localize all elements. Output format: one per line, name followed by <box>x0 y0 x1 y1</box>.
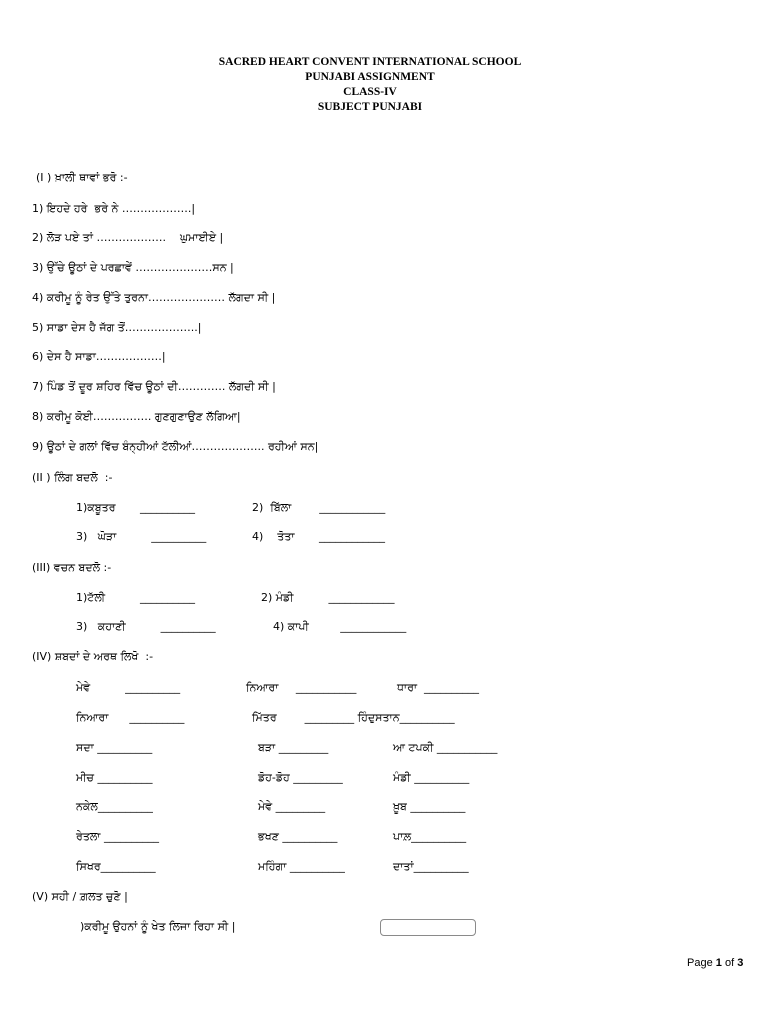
meaning-item: ਮੇਵੇ _________ <box>258 800 326 813</box>
section-4-title: (IV) ਸ਼ਬਦਾਂ ਦੇ ਅਰਥ ਲਿਖੋ :- <box>32 650 154 663</box>
subject-label: SUBJECT PUNJABI <box>317 101 423 113</box>
fill-blank-1: 1) ਇਹਦੇ ਹਰੇ ਭਰੇ ਨੇ ……………….| <box>32 202 196 215</box>
section-3-title: (III) ਵਚਨ ਬਦਲੋ :- <box>32 561 112 574</box>
meaning-item: ਰੇਤਲਾ __________ <box>76 830 159 843</box>
number-item-4: 4) ਕਾਪੀ ____________ <box>273 620 407 633</box>
document-header <box>0 55 740 115</box>
meaning-item: ਨਕੇਲ__________ <box>76 800 153 813</box>
meaning-item: ਸਦਾ __________ <box>76 741 153 754</box>
gender-item-1: 1)ਕਬੂਤਰ __________ <box>76 501 195 514</box>
meaning-item: ਨਿਆਰਾ ___________ <box>246 681 357 694</box>
meaning-item: ਦਾਤਾਂ__________ <box>393 860 469 873</box>
number-item-1: 1)ਟੱਲੀ __________ <box>76 591 196 604</box>
meaning-item: ਧਾਰਾ __________ <box>397 681 480 694</box>
of-word: of <box>724 957 735 969</box>
fill-blank-9: 9) ਊਠਾਂ ਦੇ ਗਲਾਂ ਵਿੱਚ ਬੰਨ੍ਹੀਆਂ ਟੱਲੀਆਂ……………….. ਰਹੀਆਂ ਸਨ| <box>32 440 319 453</box>
meaning-item: ਭਖਣ __________ <box>258 830 338 843</box>
meaning-item: ਮੀਚ __________ <box>76 771 153 784</box>
meaning-item: ਮੇਵੇ __________ <box>76 681 181 694</box>
gender-item-4: 4) ਤੋਤਾ ____________ <box>252 530 385 543</box>
answer-box[interactable] <box>380 919 476 936</box>
total-pages: 3 <box>737 957 744 969</box>
fill-blank-7: 7) ਪਿੰਡ ਤੋਂ ਦੂਰ ਸ਼ਹਿਰ ਵਿੱਚ ਊਠਾਂ ਦੀ…………. ਲੱਗਦੀ ਸੀ | <box>32 380 276 393</box>
gender-item-2: 2) ਬਿੱਲਾ ____________ <box>252 501 386 514</box>
meaning-item: ਪਾਲ਼__________ <box>393 830 467 843</box>
meaning-item: ਨਿਆਰਾ __________ <box>76 711 185 724</box>
meaning-item: ਡੋਹ-ਡੋਹ _________ <box>258 771 343 784</box>
section-5-title: (V) ਸਹੀ / ਗ਼ਲਤ ਚੁਣੋ | <box>32 890 128 903</box>
meaning-item: ਖ਼ੂਬ __________ <box>393 800 466 813</box>
fill-blank-8: 8) ਕਰੀਮੂ ਕੋਈ……………. ਗੁਣਗੁਣਾਉਣ ਲੱਗਿਆ| <box>32 410 241 423</box>
meaning-item: ਮਿੱਤਰ _________ ਹਿੰਦੁਸਤਾਨ__________ <box>252 711 455 724</box>
gender-item-3: 3) ਘੋੜਾ __________ <box>76 530 207 543</box>
current-page: 1 <box>715 957 722 969</box>
class-label: CLASS-IV <box>343 86 397 98</box>
fill-blank-4: 4) ਕਰੀਮੂ ਨੂੰ ਰੇਤ ਉੱਤੇ ਤੁਰਨਾ………………… ਲੱਗਦਾ ਸੀ | <box>32 291 276 304</box>
assignment-title: PUNJABI ASSIGNMENT <box>305 71 435 83</box>
meaning-item: ਮੰਡੀ __________ <box>393 771 470 784</box>
meaning-item: ਬੜਾ _________ <box>258 741 329 754</box>
number-item-3: 3) ਕਹਾਣੀ __________ <box>76 620 216 633</box>
fill-blank-5: 5) ਸਾਡਾ ਦੇਸ ਹੈ ਜੱਗ ਤੋਂ………………..| <box>32 321 202 334</box>
page-indicator <box>687 957 743 969</box>
number-item-2: 2) ਮੰਡੀ ____________ <box>261 591 395 604</box>
fill-blank-2: 2) ਲੋੜ ਪਏ ਤਾਂ ………………. ਘੁਮਾਈਏ | <box>32 231 224 244</box>
meaning-item: ਸਿਖਰ__________ <box>76 860 156 873</box>
section-1-title: (I ) ਖ਼ਾਲੀ ਥਾਵਾਂ ਭਰੋ :- <box>36 171 128 184</box>
section-2-title: (II ) ਲਿੰਗ ਬਦਲੋ :- <box>32 471 113 484</box>
fill-blank-6: 6) ਦੇਸ ਹੈ ਸਾਡਾ………………| <box>32 350 166 363</box>
school-name: SACRED HEART CONVENT INTERNATIONAL SCHOOL <box>218 56 522 68</box>
fill-blank-3: 3) ਉੱਚੇ ਊਠਾਂ ਦੇ ਪਰਛਾਵੇਂ …………………ਸਨ | <box>32 261 234 274</box>
meaning-item: ਮਹਿੰਗਾ __________ <box>258 860 345 873</box>
page-word: Page <box>687 957 713 969</box>
true-false-item-1: )ਕਰੀਮੂ ਉਹਨਾਂ ਨੂੰ ਖੇਤ ਲਿਜਾ ਰਿਹਾ ਸੀ | <box>80 920 236 933</box>
meaning-item: ਆ ਟਪਕੀ ___________ <box>393 741 498 754</box>
